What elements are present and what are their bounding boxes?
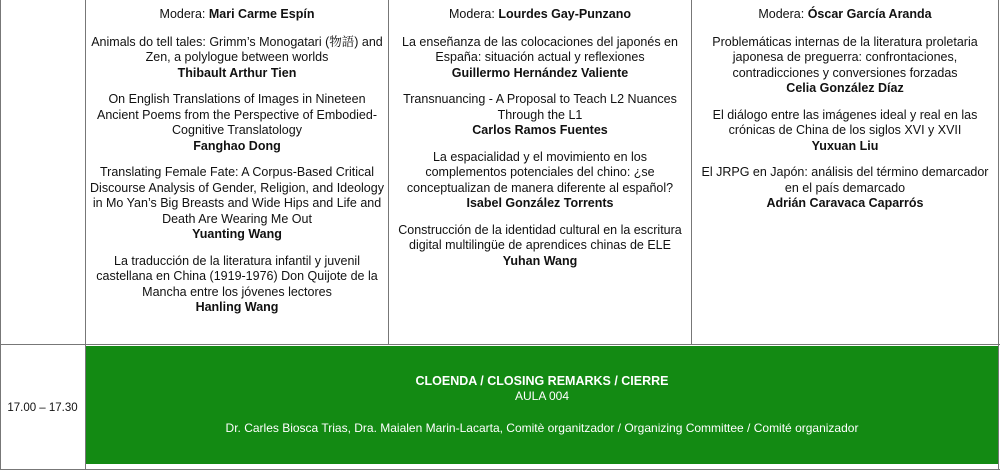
talk-author: Celia González Díaz [786, 81, 904, 95]
row-divider [0, 344, 1000, 345]
closing-title: CLOENDA / CLOSING REMARKS / CIERRE [415, 374, 669, 388]
moderator-name: Mari Carme Espín [208, 7, 315, 21]
talk-author: Yuanting Wang [192, 227, 282, 241]
closing-time: 17.00 – 17.30 [7, 401, 78, 414]
moderator-name: Lourdes Gay-Punzano [498, 7, 631, 21]
talk-author: Adrián Caravaca Caparrós [766, 196, 924, 210]
time-cell-empty [0, 0, 86, 345]
talk-title: Transnuancing - A Proposal to Teach L2 Nuances Through the L1 [403, 92, 677, 122]
session-column-3 [692, 0, 999, 345]
talk-author: Yuhan Wang [502, 253, 578, 268]
table-border-right [998, 0, 999, 470]
talk-item [692, 108, 998, 155]
talk-item [692, 165, 998, 212]
talk-item [86, 35, 388, 82]
talk-author: Carlos Ramos Fuentes [472, 123, 608, 137]
talk-item [86, 92, 388, 154]
talk-title: Construcción de la identidad cultural en la escritura digital multilingüe de aprendices chinas de ELE [398, 222, 682, 252]
closing-time-cell [0, 345, 86, 470]
session-column-1 [86, 0, 389, 345]
talk-author: Guillermo Hernández Valiente [451, 65, 629, 80]
closing-remarks-cell [86, 346, 998, 464]
moderator-line: Modera: Óscar García Aranda [758, 7, 932, 21]
talk-item [389, 150, 691, 212]
talk-item [692, 35, 998, 97]
closing-room: AULA 004 [514, 389, 570, 403]
moderator-name: Óscar García Aranda [807, 7, 932, 21]
talk-author: Thibault Arthur Tien [177, 65, 297, 80]
session-column-2 [389, 0, 692, 345]
talk-title: La traducción de la literatura infantil y juvenil castellana en China (1919-1976) Don Quijote de la Mancha entre los jóvenes lectores [96, 253, 378, 299]
talk-title: On English Translations of Images in Nineteen Ancient Poems from the Perspective of Embodied-Cognitive Translatology [97, 92, 377, 137]
talk-author: Fanghao Dong [193, 138, 281, 153]
talk-author: Isabel González Torrents [466, 196, 614, 210]
moderator-line: Modera: Mari Carme Espín [159, 7, 315, 21]
talk-author: Yuxuan Liu [811, 138, 879, 153]
talk-title: Animals do tell tales: Grimm’s Monogatari (物語) and Zen, a polylogue between worlds [91, 34, 383, 64]
moderator-line: Modera: Lourdes Gay-Punzano [449, 7, 631, 21]
talk-author: Hanling Wang [195, 300, 279, 314]
talk-item [86, 254, 388, 316]
talk-title: La enseñanza de las colocaciones del japonés en España: situación actual y reflexiones [402, 34, 678, 64]
talk-title: El JRPG en Japón: análisis del término demarcador en el país demarcado [701, 165, 989, 195]
talk-title: El diálogo entre las imágenes ideal y real en las crónicas de China de los siglos XVI y XVII [712, 107, 978, 137]
talk-item [389, 92, 691, 139]
talk-item [389, 223, 691, 270]
talk-title: La espacialidad y el movimiento en los complementos potenciales del chino: ¿se conceptualizan de manera diferente al español? [406, 149, 674, 195]
talk-item [86, 165, 388, 243]
talk-title: Problemáticas internas de la literatura proletaria japonesa de preguerra: confrontaciones, contradicciones y conversiones forzadas [712, 34, 978, 80]
talk-item [389, 35, 691, 82]
closing-organizers: Dr. Carles Biosca Trias, Dra. Maialen Marin-Lacarta, Comitè organitzador / Organizing Committee / Comité organizador [225, 421, 859, 435]
talk-title: Translating Female Fate: A Corpus-Based Critical Discourse Analysis of Gender, Religion, and Ideology in Mo Yan’s Big Breasts and Wide Hips and Life and Death Are Wearing Me Out [90, 165, 384, 226]
